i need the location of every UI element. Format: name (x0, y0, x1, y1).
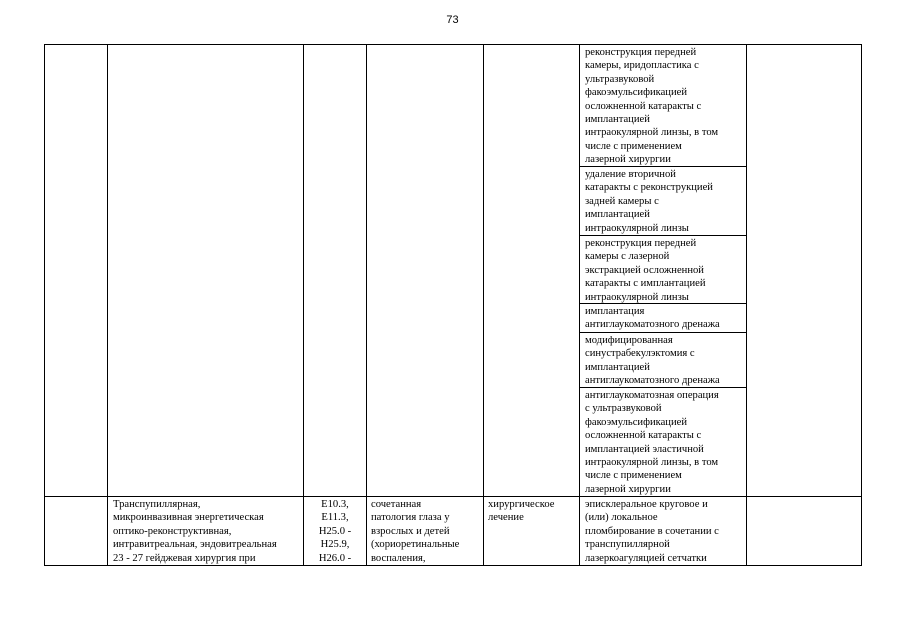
method-cell: эписклеральное круговое и (или) локальное пломбирование в сочетании с транспупиллярной лазеркоагуляцией сетчатки (585, 499, 719, 564)
table-border-top (44, 44, 862, 45)
column-divider-3 (366, 44, 367, 566)
table-border-left (44, 44, 45, 566)
method-cell: антиглаукоматозная операция с ультразвуковой факоэмульсификацией осложненной катаракты с имплантацией эластичной интраокулярной линзы, в том числе с применением лазерной хирургии (585, 390, 719, 495)
column-divider-1 (107, 44, 108, 566)
method-cell: реконструкция передней камеры, иридопластика с ультразвуковой факоэмульсификацией осложненной катаракты с имплантацией интраокулярной линзы, в том числе с применением лазерной хирургии (585, 47, 719, 166)
treatment-type-cell: хирургическое лечение (488, 499, 555, 524)
page-number: 73 (446, 14, 459, 26)
column-divider-6 (746, 44, 747, 566)
patient-model-cell: сочетанная патология глаза у взрослых и детей (хориоретинальные воспаления, (371, 499, 460, 564)
method-cell: реконструкция передней камеры с лазерной экстракцией осложненной катаракты с имплантацией интраокулярной линзы (585, 238, 706, 303)
table-border-bottom (44, 565, 862, 566)
icd-codes-cell: E10.3, E11.3, H25.0 - H25.9, H26.0 - (318, 499, 352, 564)
method-divider-4 (579, 332, 747, 333)
method-divider-2 (579, 235, 747, 236)
column-divider-5 (579, 44, 580, 566)
column-divider-4 (483, 44, 484, 566)
column-divider-2 (303, 44, 304, 566)
procedure-name-cell: Транспупиллярная, микроинвазивная энергетическая оптико-реконструктивная, интравитреальная, эндовитреальная 23 - 27 гейджевая хирургия при (113, 499, 277, 564)
medical-procedures-table (44, 44, 862, 566)
method-cell: удаление вторичной катаракты с реконструкцией задней камеры с имплантацией интраокулярной линзы (585, 169, 713, 234)
method-cell: модифицированная синустрабекулэктомия с имплантацией антиглаукоматозного дренажа (585, 335, 720, 387)
method-cell: имплантация антиглаукоматозного дренажа (585, 306, 720, 331)
table-border-right (861, 44, 862, 566)
